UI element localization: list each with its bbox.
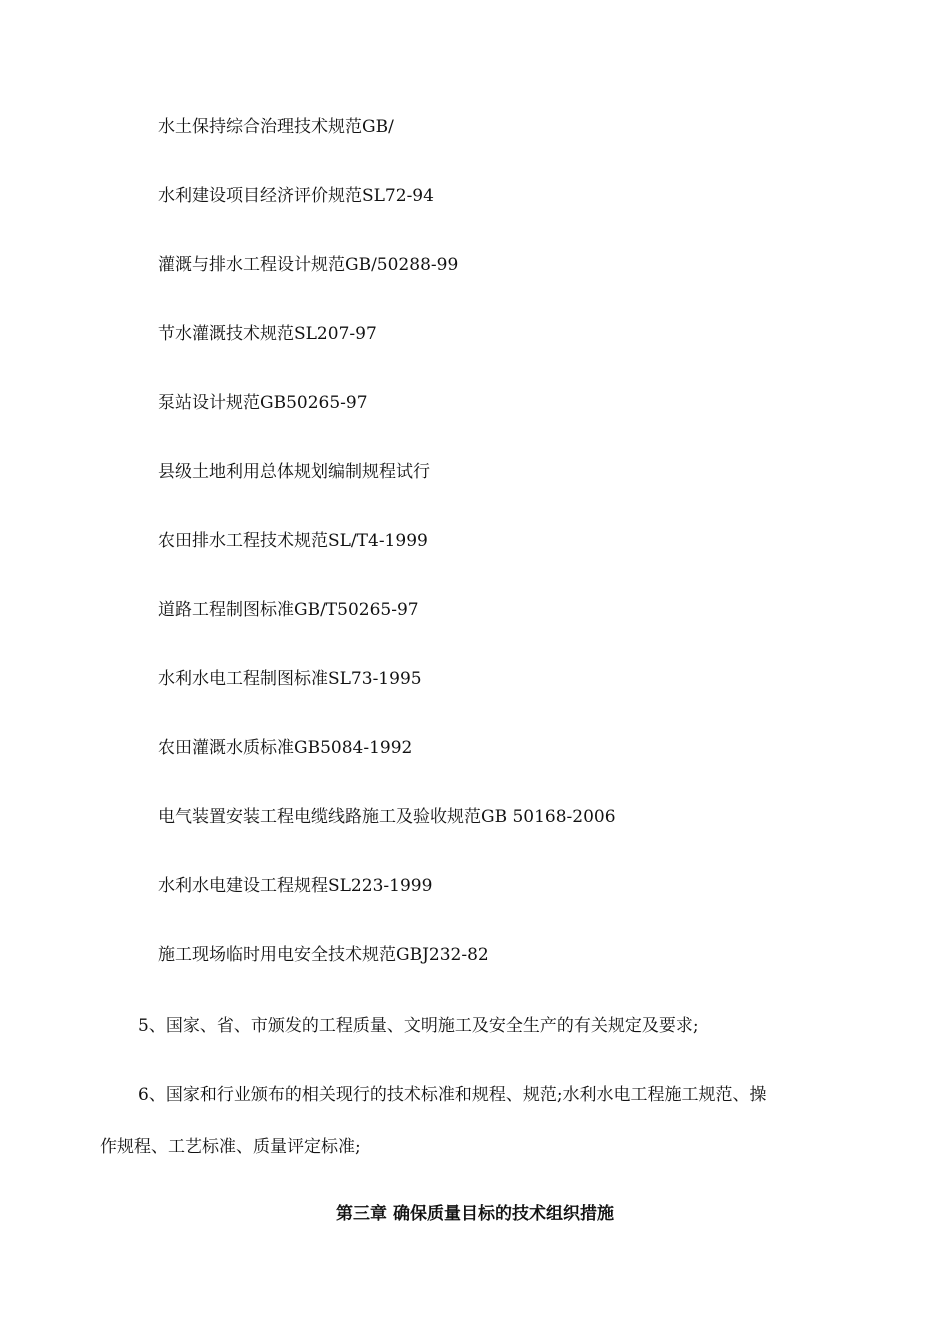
standard-item: 水利建设项目经济评价规范SL72-94 bbox=[158, 186, 434, 206]
standard-item: 水土保持综合治理技术规范GB/ bbox=[158, 117, 394, 137]
paragraph-6-line-1: 6、国家和行业颁布的相关现行的技术标准和规程、规范;水利水电工程施工规范、操 bbox=[138, 1085, 767, 1105]
standard-item: 县级土地利用总体规划编制规程试行 bbox=[158, 462, 430, 482]
paragraph-5: 5、国家、省、市颁发的工程质量、文明施工及安全生产的有关规定及要求; bbox=[138, 1016, 699, 1036]
standard-item: 电气装置安装工程电缆线路施工及验收规范GB 50168-2006 bbox=[158, 807, 616, 827]
standard-item: 泵站设计规范GB50265-97 bbox=[158, 393, 368, 413]
standard-item: 农田灌溉水质标准GB5084-1992 bbox=[158, 738, 413, 758]
paragraph-6-line-2: 作规程、工艺标准、质量评定标准; bbox=[100, 1137, 361, 1157]
standards-list bbox=[158, 112, 878, 1009]
standard-item: 道路工程制图标准GB/T50265-97 bbox=[158, 600, 419, 620]
chapter-title: 第三章 确保质量目标的技术组织措施 bbox=[336, 1204, 614, 1224]
standard-item: 水利水电工程制图标准SL73-1995 bbox=[158, 669, 422, 689]
standard-item: 水利水电建设工程规程SL223-1999 bbox=[158, 876, 433, 896]
standard-item: 施工现场临时用电安全技术规范GBJ232-82 bbox=[158, 945, 489, 965]
standard-item: 农田排水工程技术规范SL/T4-1999 bbox=[158, 531, 428, 551]
standard-item: 节水灌溉技术规范SL207-97 bbox=[158, 324, 377, 344]
standard-item: 灌溉与排水工程设计规范GB/50288-99 bbox=[158, 255, 459, 275]
